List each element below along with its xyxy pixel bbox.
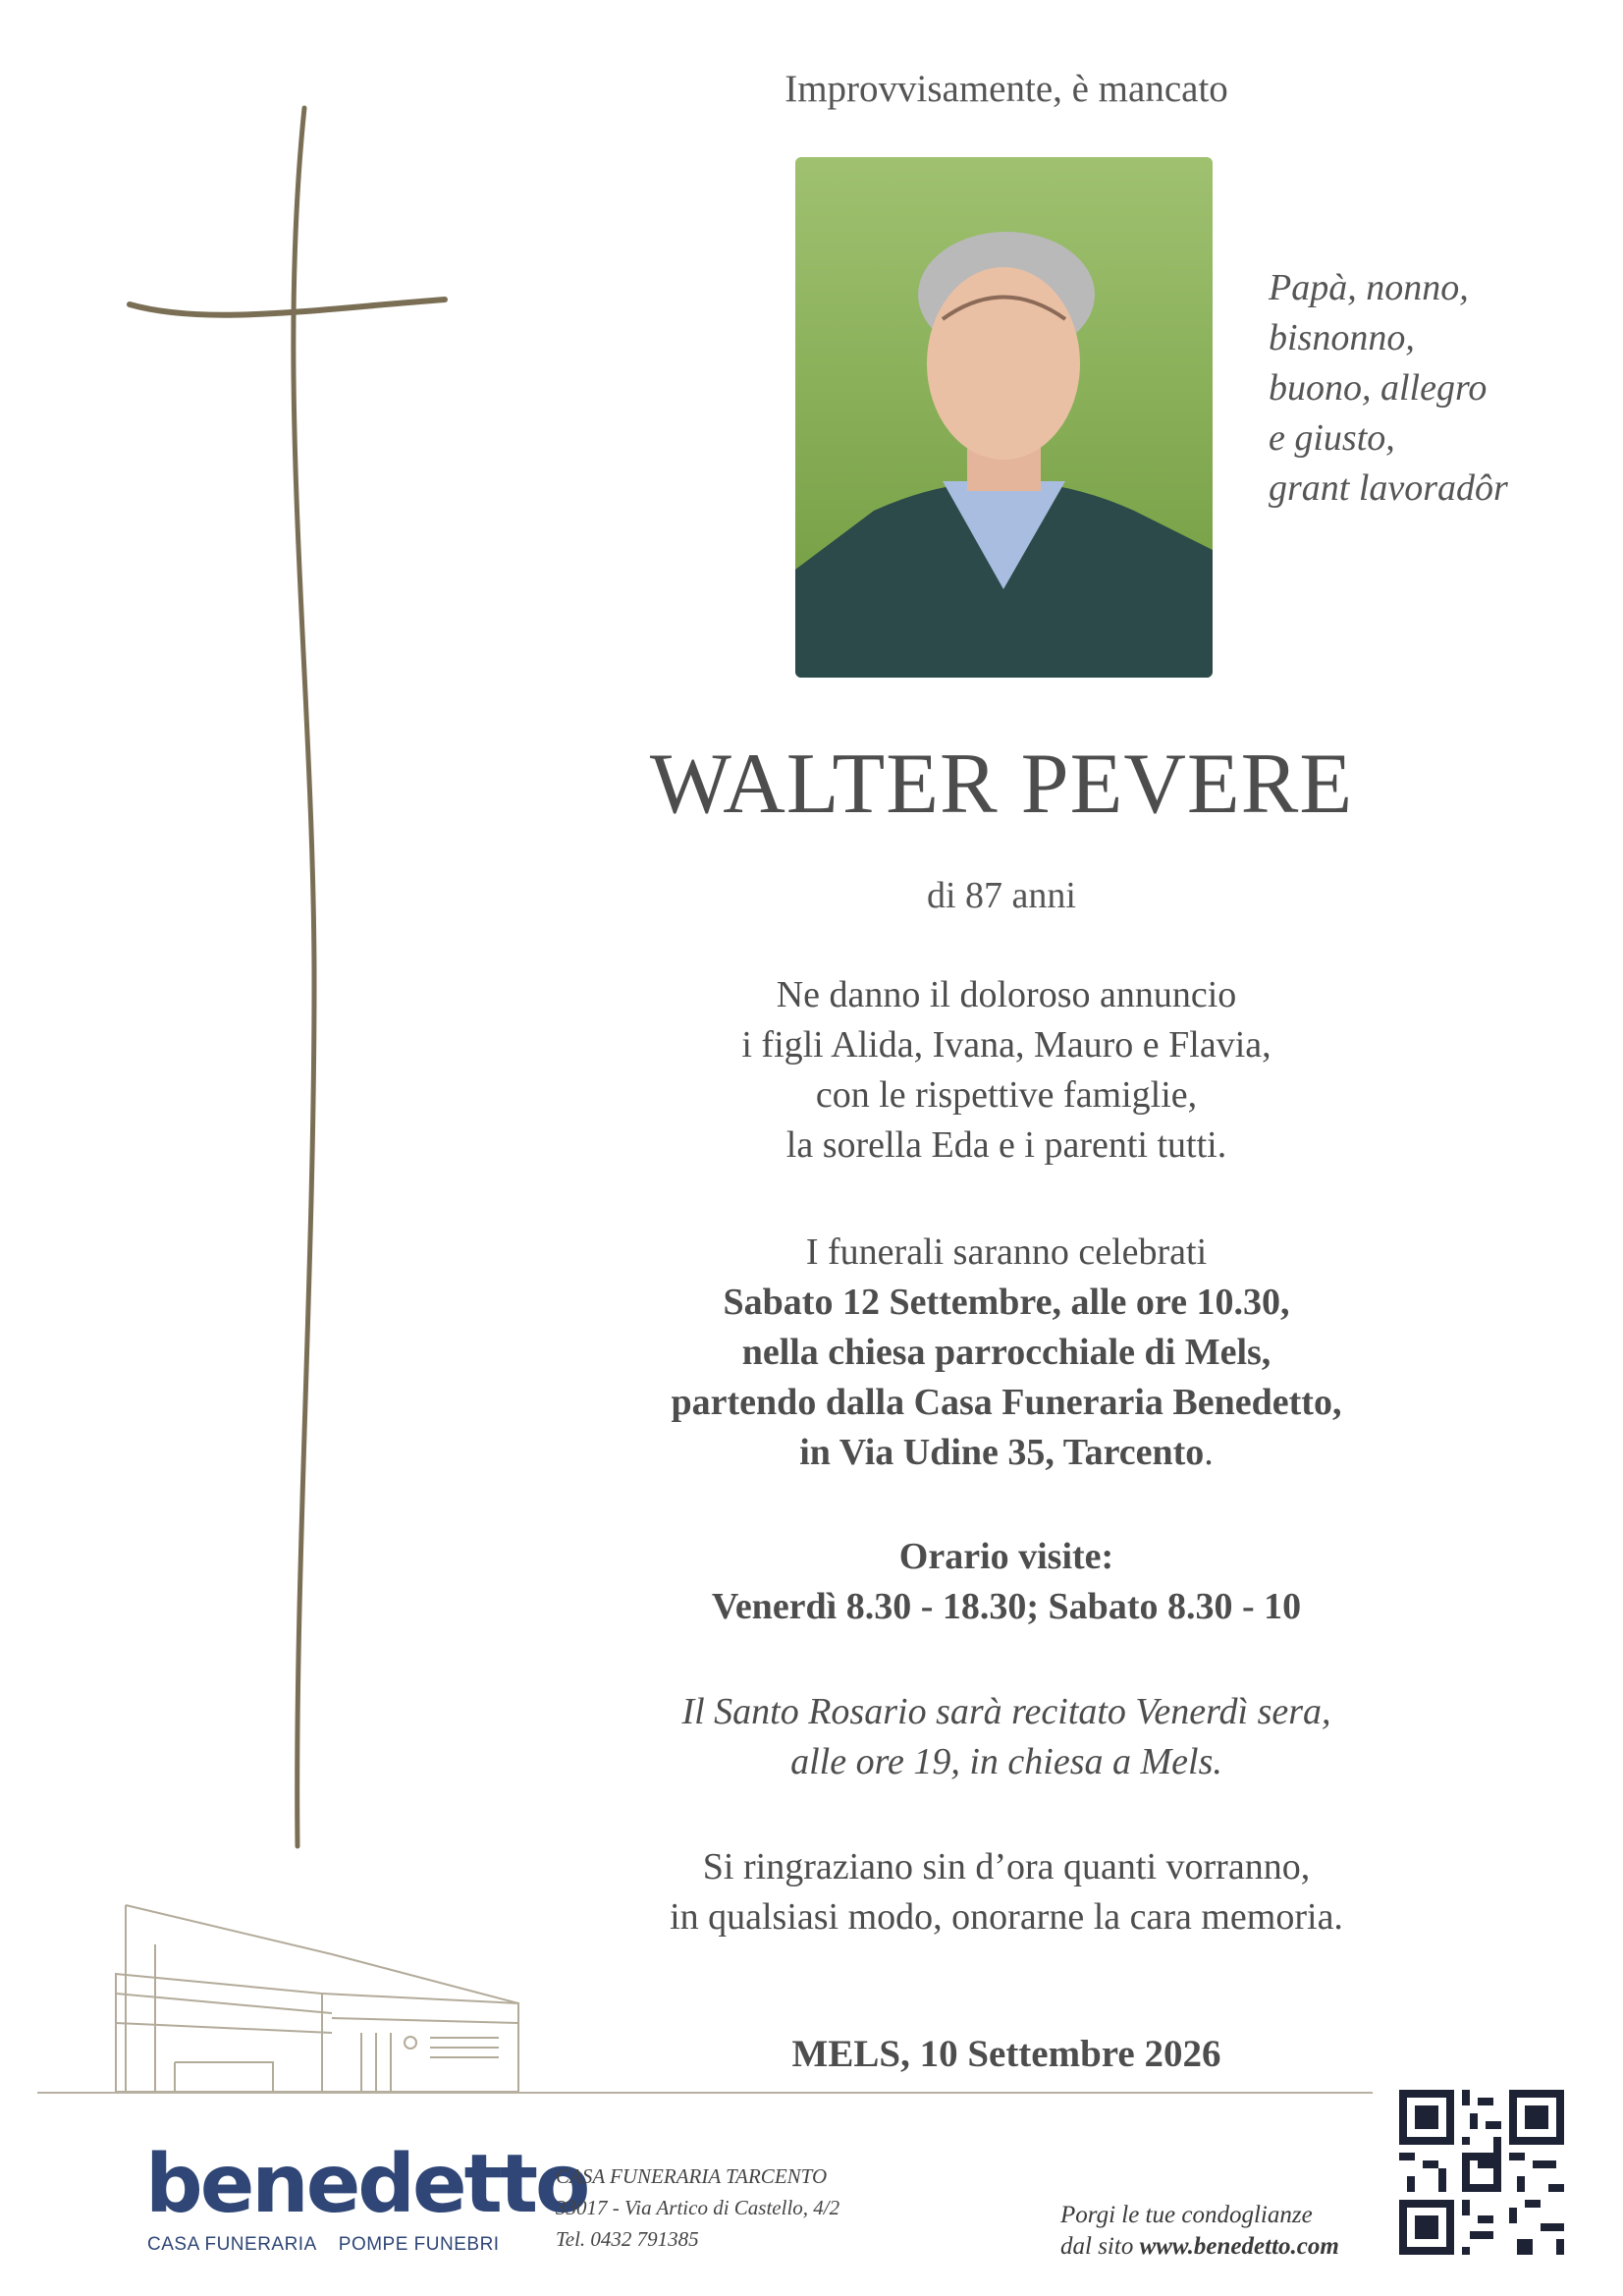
website-link[interactable]: www.benedetto.com (1139, 2233, 1339, 2260)
funeral-line: nella chiesa parrocchiale di Mels, (741, 1332, 1271, 1373)
funeral-line: in Via Udine 35, Tarcento (799, 1432, 1205, 1473)
deceased-name: WALTER PEVERE (649, 737, 1354, 832)
place-date: MELS, 10 Settembre 2026 (791, 2033, 1221, 2075)
tribute-line: e giusto, (1269, 417, 1395, 459)
thanks-line: Si ringraziano sin d’ora quanti vorranno, (702, 1846, 1311, 1887)
announcement (530, 970, 1483, 1171)
building-icon (37, 1895, 528, 2121)
condolences-text (1060, 2200, 1339, 2263)
deceased-age: di 87 anni (927, 875, 1076, 916)
tribute-line: buono, allegro (1269, 367, 1488, 409)
address-line: Tel. 0432 791385 (556, 2227, 699, 2251)
visits-title: Orario visite: (898, 1536, 1114, 1577)
brand-subtitle-1: CASA FUNERARIA (147, 2234, 317, 2255)
funeral-line: partendo dalla Casa Funeraria Benedetto, (671, 1382, 1342, 1423)
qr-code-icon[interactable] (1399, 2090, 1564, 2255)
rosary-line: Il Santo Rosario sarà recitato Venerdì sera, (681, 1691, 1331, 1732)
announcement-line: Ne danno il doloroso annuncio (776, 974, 1237, 1015)
rosary-info (530, 1687, 1483, 1787)
brand-subtitle-2: POMPE FUNEBRI (338, 2234, 500, 2255)
announcement-line: i figli Alida, Ivana, Mauro e Flavia, (741, 1024, 1271, 1066)
tribute-line: grant lavoradôr (1269, 467, 1508, 509)
rosary-line: alle ore 19, in chiesa a Mels. (790, 1741, 1222, 1782)
tribute-line: bisnonno, (1269, 317, 1415, 358)
condolence-line: Porgi le tue condoglianze (1060, 2202, 1313, 2228)
funeral-intro: I funerali saranno celebrati (805, 1231, 1208, 1273)
visiting-hours (530, 1532, 1483, 1632)
thanks-text (530, 1842, 1483, 1942)
funeral-info (530, 1228, 1483, 1478)
thanks-line: in qualsiasi modo, onorarne la cara memoria. (670, 1896, 1343, 1938)
funeral-line: Sabato 12 Settembre, alle ore 10.30, (723, 1282, 1290, 1323)
address-line: CASA FUNERARIA TARCENTO (556, 2164, 828, 2188)
condolence-prefix: dal sito (1060, 2233, 1140, 2260)
address-line: 33017 - Via Artico di Castello, 4/2 (556, 2196, 840, 2219)
tribute-text (1269, 263, 1508, 514)
funeral-home-address (556, 2160, 839, 2255)
visits-hours: Venerdì 8.30 - 18.30; Sabato 8.30 - 10 (711, 1586, 1302, 1627)
announcement-line: con le rispettive famiglie, (815, 1074, 1198, 1116)
portrait-photo (795, 157, 1213, 678)
intro-text: Improvvisamente, è mancato (784, 68, 1228, 110)
tribute-line: Papà, nonno, (1269, 267, 1469, 308)
footer-divider (37, 2092, 1373, 2094)
announcement-line: la sorella Eda e i parenti tutti. (785, 1124, 1227, 1166)
cross-icon (118, 98, 471, 1856)
brand-logo: benedetto (145, 2138, 588, 2231)
funeral-end: . (1204, 1432, 1214, 1473)
brand-subtitle (147, 2234, 521, 2256)
